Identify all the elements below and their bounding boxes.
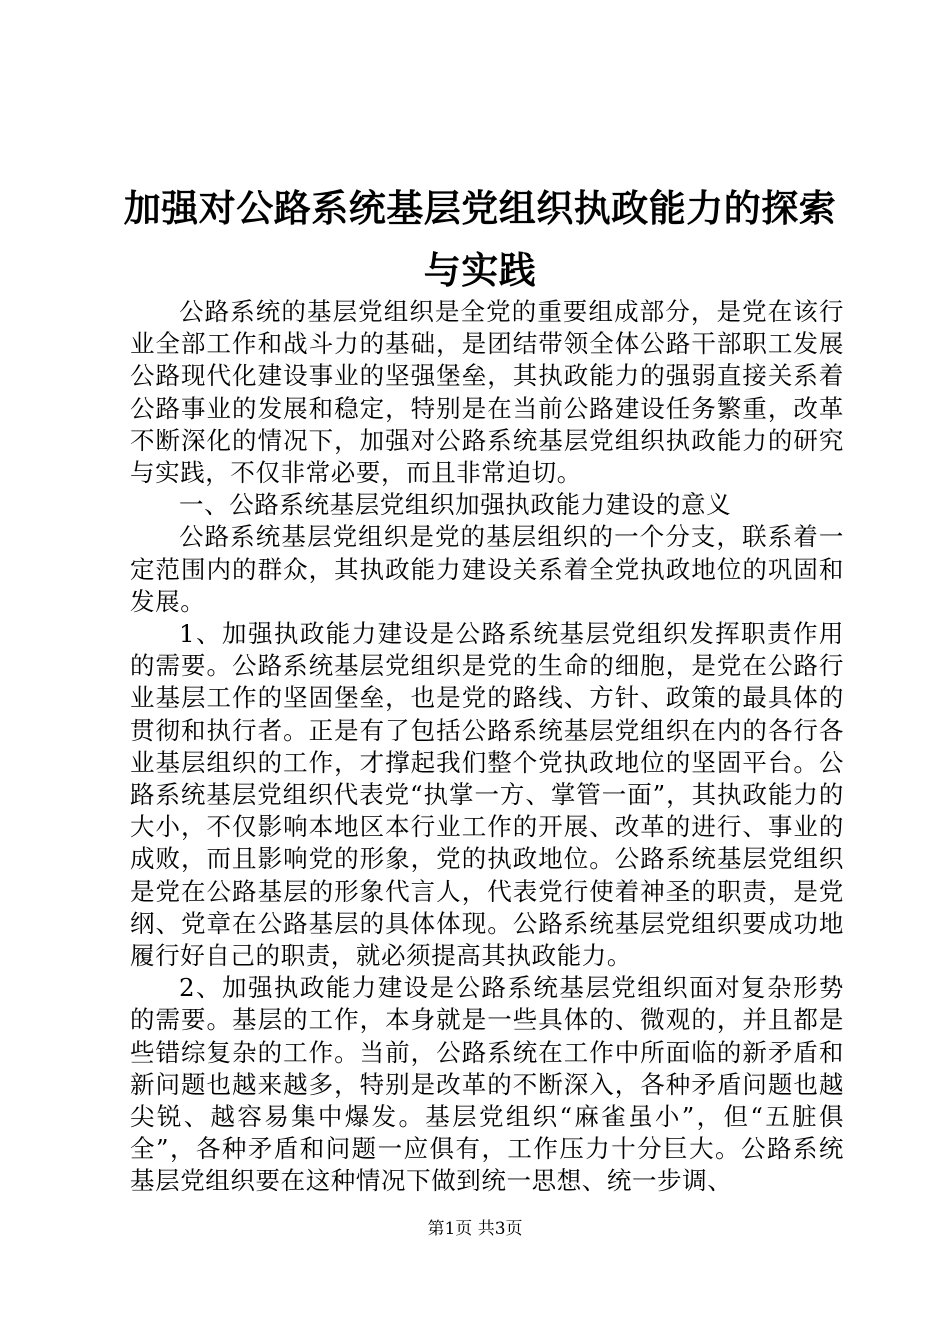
section-heading-1: 一、公路系统基层党组织加强执政能力建设的意义 bbox=[179, 490, 732, 520]
paragraph-section-1: 公路系统基层党组织是党的基层组织的一个分支，联系着一定范围内的群众，其执政能力建设关系着全党执政地位的巩固和发展。 bbox=[130, 522, 844, 616]
document-body bbox=[130, 296, 844, 1198]
paragraph-point-2: 2、加强执政能力建设是公路系统基层党组织面对复杂形势的需要。基层的工作，本身就是一些具体的、微观的，并且都是些错综复杂的工作。当前，公路系统在工作中所面临的新矛盾和新问题也越来越多，特别是改革的不断深入，各种矛盾问题也越尖锐、越容易集中爆发。基层党组织“麻雀虽小”，但“五脏俱全”，各种矛盾和问题一应俱有，工作压力十分巨大。公路系统基层党组织要在这种情况下做到统一思想、统一步调、 bbox=[130, 973, 844, 1196]
document-title: 加强对公路系统基层党组织执政能力的探索与实践 bbox=[123, 187, 837, 292]
page-footer: 第1页 共3页 bbox=[427, 1219, 523, 1239]
paragraph-point-1: 1、加强执政能力建设是公路系统基层党组织发挥职责作用的需要。公路系统基层党组织是党的生命的细胞，是党在公路行业基层工作的坚固堡垒，也是党的路线、方针、政策的最具体的贯彻和执行者。正是有了包括公路系统基层党组织在内的各行各业基层组织的工作，才撑起我们整个党执政地位的坚固平台。公路系统基层党组织代表党“执掌一方、掌管一面”，其执政能力的大小，不仅影响本地区本行业工作的开展、改革的进行、事业的成败，而且影响党的形象，党的执政地位。公路系统基层党组织是党在公路基层的形象代言人，代表党行使着神圣的职责，是党纲、党章在公路基层的具体体现。公路系统基层党组织要成功地履行好自己的职责，就必须提高其执政能力。 bbox=[130, 619, 844, 971]
paragraph-intro: 公路系统的基层党组织是全党的重要组成部分，是党在该行业全部工作和战斗力的基础，是团结带领全体公路干部职工发展公路现代化建设事业的坚强堡垒，其执政能力的强弱直接关系着公路事业的发展和稳定，特别是在当前公路建设任务繁重，改革不断深化的情况下，加强对公路系统基层党组织执政能力的研究与实践，不仅非常必要，而且非常迫切。 bbox=[130, 297, 844, 488]
